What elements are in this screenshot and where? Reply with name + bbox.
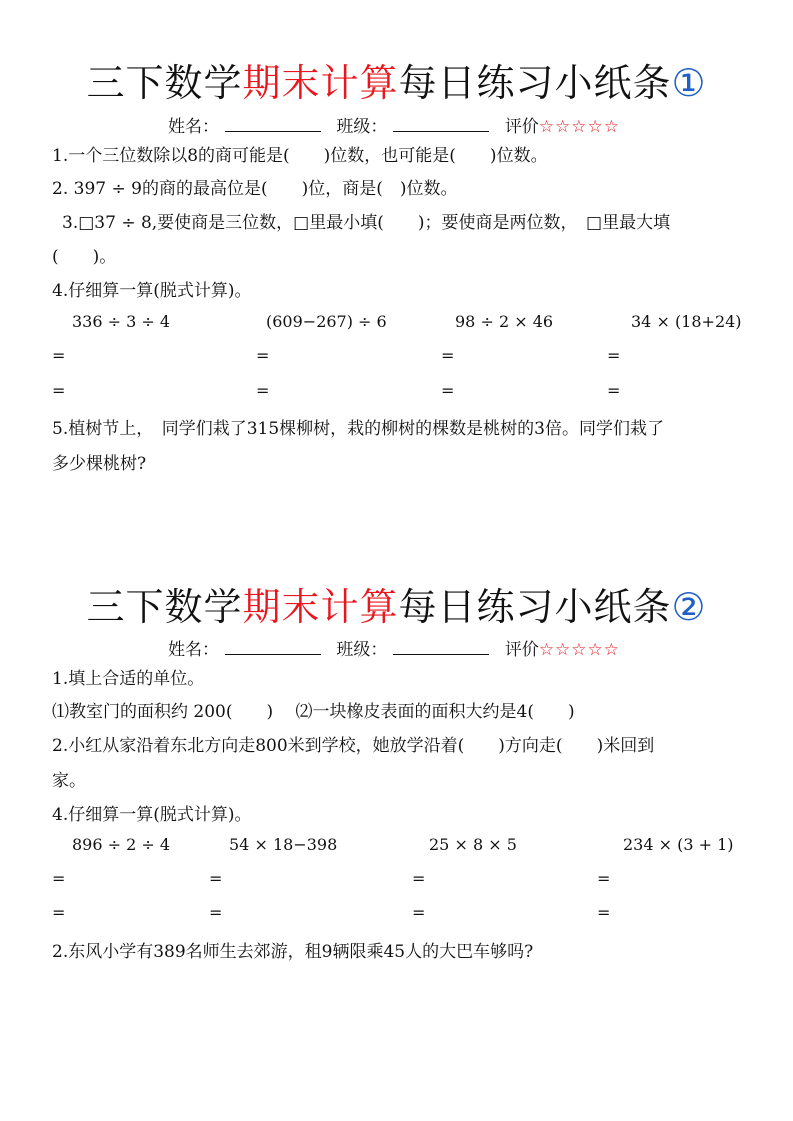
name-label: 姓名： bbox=[168, 117, 219, 137]
equals-sign: = bbox=[412, 903, 426, 922]
sheet2-question-2: 2.小红从家沿着东北方向走800米到学校，她放学沿着( )方向走( )米回到 bbox=[52, 736, 655, 756]
name-label: 姓名： bbox=[168, 640, 219, 660]
sheet1-question-2: 2. 397 ÷ 9的商的最高位是( )位，商是( )位数。 bbox=[52, 179, 458, 199]
rating-stars[interactable]: ☆☆☆☆☆ bbox=[538, 640, 621, 660]
equals-sign: = bbox=[256, 381, 270, 400]
sheet1-question-5: 5.植树节上， 同学们栽了315棵柳树，栽的柳树的棵数是桃树的3倍。同学们栽了 bbox=[52, 419, 664, 439]
sheet1-question-3-cont: ( )。 bbox=[52, 247, 117, 267]
eval-label: 评价 bbox=[504, 640, 539, 660]
title-prefix: 三下数学 bbox=[86, 61, 243, 105]
title-suffix: 每日练习小纸条 bbox=[398, 585, 672, 629]
sheet1-title bbox=[0, 52, 793, 107]
name-field[interactable] bbox=[225, 640, 321, 655]
title-suffix: 每日练习小纸条 bbox=[398, 61, 672, 105]
equals-sign: = bbox=[209, 903, 223, 922]
calc-expression: 54 × 18−398 bbox=[229, 835, 338, 854]
equals-sign: = bbox=[441, 381, 455, 400]
equals-sign: = bbox=[52, 381, 66, 400]
sheet2-question-1: 1.填上合适的单位。 bbox=[52, 669, 205, 689]
equals-sign: = bbox=[209, 869, 223, 888]
calc-expression: (609−267) ÷ 6 bbox=[266, 312, 387, 331]
rating-stars[interactable]: ☆☆☆☆☆ bbox=[538, 117, 621, 137]
sheet2-title bbox=[0, 576, 793, 631]
calc-expression: 896 ÷ 2 ÷ 4 bbox=[72, 835, 171, 854]
calc-expression: 34 × (18+24) bbox=[631, 312, 742, 331]
equals-sign: = bbox=[412, 869, 426, 888]
equals-sign: = bbox=[597, 869, 611, 888]
sheet2-question-2-cont: 家。 bbox=[52, 771, 86, 791]
sheet2-question-1-parts: ⑴教室门的面积约 200( ) ⑵一块橡皮表面的面积大约是4( ) bbox=[52, 702, 575, 722]
class-label: 班级： bbox=[336, 640, 388, 660]
title-prefix: 三下数学 bbox=[86, 585, 243, 629]
equals-sign: = bbox=[607, 346, 621, 365]
calc-expression: 25 × 8 × 5 bbox=[429, 835, 517, 854]
equals-sign: = bbox=[52, 869, 66, 888]
class-field[interactable] bbox=[393, 117, 489, 132]
class-field[interactable] bbox=[393, 640, 489, 655]
calc-expression: 336 ÷ 3 ÷ 4 bbox=[72, 312, 171, 331]
sheet2-question-5: 2.东风小学有389名师生去郊游，租9辆限乘45人的大巴车够吗? bbox=[52, 942, 534, 962]
sheet1-question-1: 1.一个三位数除以8的商可能是( )位数，也可能是( )位数。 bbox=[52, 146, 548, 166]
equals-sign: = bbox=[52, 346, 66, 365]
name-field[interactable] bbox=[225, 117, 321, 132]
calc-expression: 98 ÷ 2 × 46 bbox=[455, 312, 554, 331]
equals-sign: = bbox=[607, 381, 621, 400]
equals-sign: = bbox=[441, 346, 455, 365]
sheet1-info-row bbox=[168, 112, 620, 137]
equals-sign: = bbox=[256, 346, 270, 365]
eval-label: 评价 bbox=[504, 117, 539, 137]
sheet1-question-3: 3.□37 ÷ 8,要使商是三位数，□里最小填( )；要使商是两位数， □里最大填 bbox=[62, 213, 671, 233]
sheet1-question-4: 4.仔细算一算(脱式计算)。 bbox=[52, 281, 252, 301]
sheet2-info-row bbox=[168, 635, 620, 660]
sheet2-question-4: 4.仔细算一算(脱式计算)。 bbox=[52, 805, 252, 825]
equals-sign: = bbox=[52, 903, 66, 922]
calc-expression: 234 × (3 + 1) bbox=[623, 835, 734, 854]
sheet1-question-5-cont: 多少棵桃树? bbox=[52, 454, 147, 474]
equals-sign: = bbox=[597, 903, 611, 922]
title-number: ② bbox=[671, 585, 707, 629]
title-highlight: 期末计算 bbox=[242, 61, 399, 105]
title-number: ① bbox=[671, 61, 707, 105]
title-highlight: 期末计算 bbox=[242, 585, 399, 629]
class-label: 班级： bbox=[336, 117, 388, 137]
